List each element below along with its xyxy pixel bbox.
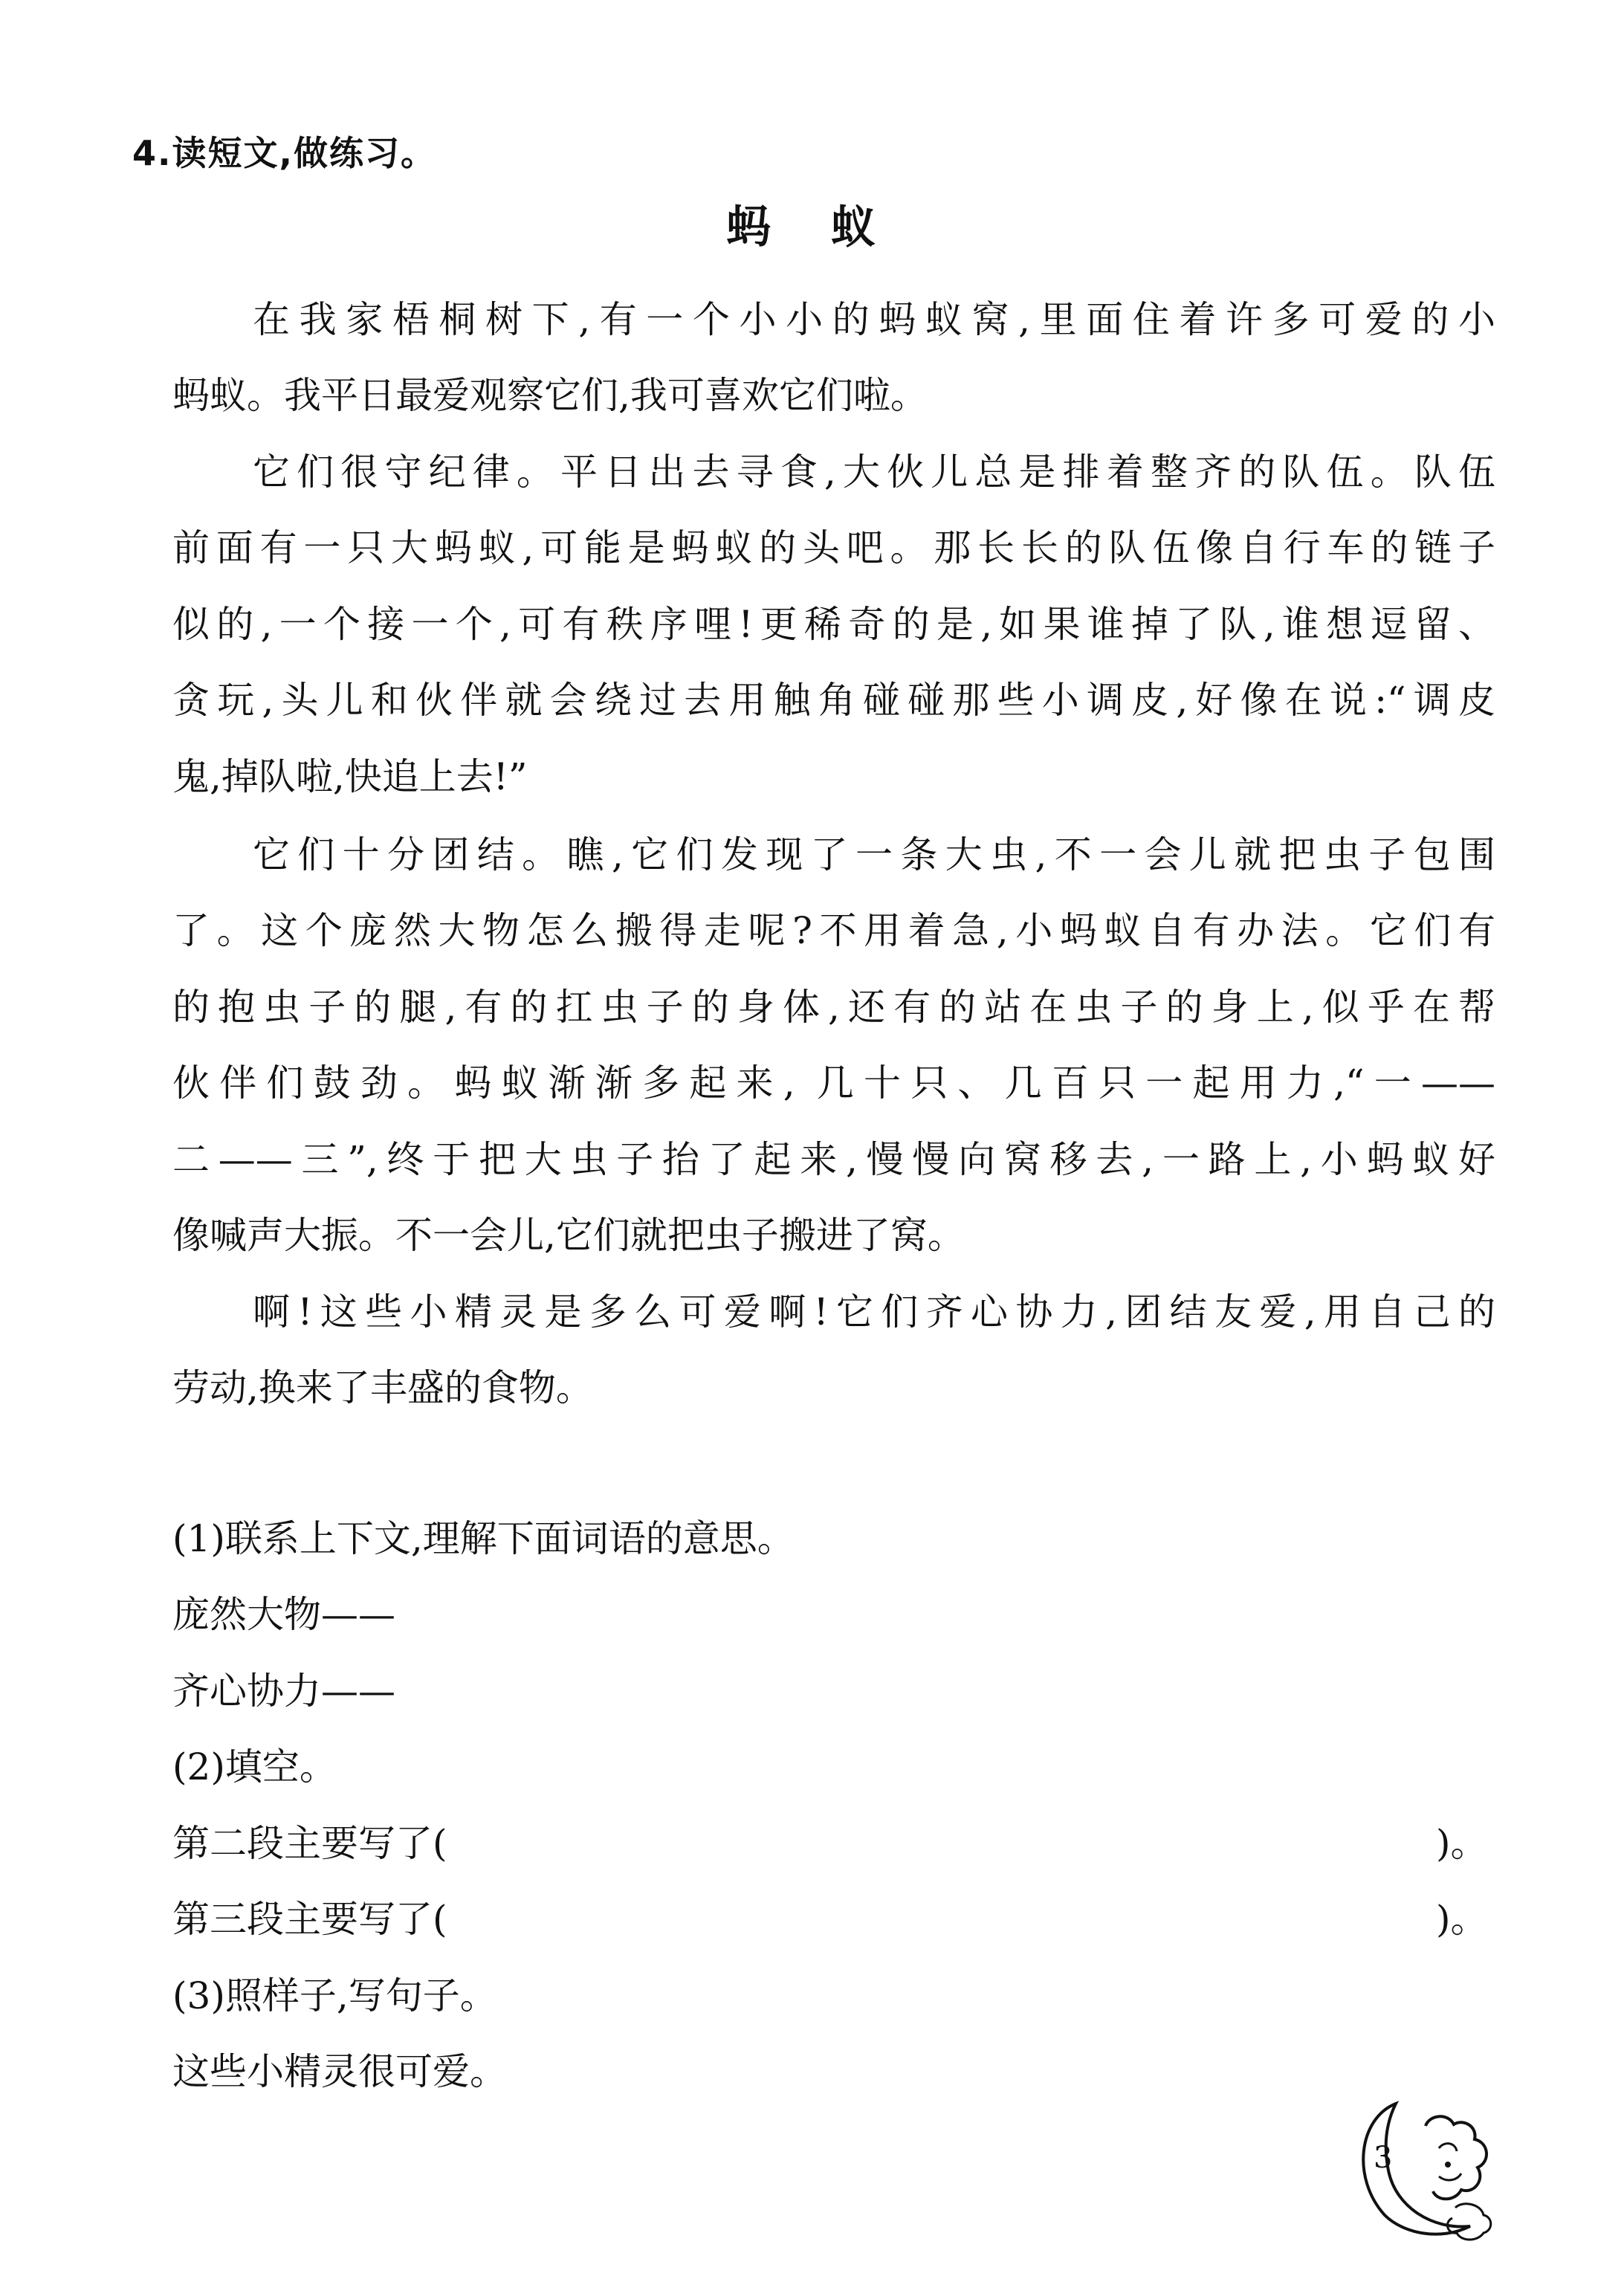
vocab-item: 庞然大物——	[172, 1593, 395, 1636]
fill-blank-close: )。	[1436, 1822, 1488, 1865]
text-line: 劳动,换来了丰盛的食物。	[172, 1366, 593, 1409]
text-line: 蚂蚁。我平日最爱观察它们,我可喜欢它们啦。	[172, 374, 928, 417]
text-line: 它们十分团结。瞧,它们发现了一条大虫,不一会儿就把虫子包围	[253, 833, 1495, 876]
text-line: 鬼,掉队啦,快追上去!”	[172, 755, 528, 798]
page-number: 3	[1374, 2141, 1393, 2175]
text-line: 像喊声大振。不一会儿,它们就把虫子搬进了窝。	[172, 1214, 965, 1257]
text-line: 了。这个庞然大物怎么搬得走呢?不用着急,小蚂蚁自有办法。它们有	[172, 909, 1495, 952]
exercise-heading: 4.读短文,做练习。	[132, 133, 436, 173]
vocab-item: 齐心协力——	[172, 1670, 395, 1713]
text-line: 似的,一个接一个,可有秩序哩!更稀奇的是,如果谁掉了队,谁想逗留、	[172, 603, 1495, 646]
text-line: 贪玩,头儿和伙伴就会绕过去用触角碰碰那些小调皮,好像在说:“调皮	[172, 679, 1495, 722]
article-title: 蚂 蚁	[726, 201, 898, 253]
question-prompt: (3)照样子,写句子。	[172, 1974, 497, 2017]
example-sentence: 这些小精灵很可爱。	[172, 2050, 507, 2093]
fill-blank-item: 第三段主要写了(	[172, 1898, 447, 1941]
text-line: 伙伴们鼓劲。蚂蚁渐渐多起来, 几十只、几百只一起用力,“一——	[172, 1061, 1495, 1105]
text-line: 前面有一只大蚂蚁,可能是蚂蚁的头吧。那长长的队伍像自行车的链子	[172, 526, 1495, 569]
crescent-moon-cloud-icon	[1344, 2096, 1500, 2245]
question-prompt: (1)联系上下文,理解下面词语的意思。	[172, 1517, 795, 1560]
text-line: 它们很守纪律。平日出去寻食,大伙儿总是排着整齐的队伍。队伍	[253, 450, 1495, 494]
fill-blank-close: )。	[1436, 1898, 1488, 1941]
text-line: 二——三”,终于把大虫子抬了起来,慢慢向窝移去,一路上,小蚂蚁好	[172, 1138, 1495, 1181]
question-prompt: (2)填空。	[172, 1745, 337, 1788]
text-line: 的抱虫子的腿,有的扛虫子的身体,还有的站在虫子的身上,似乎在帮	[172, 986, 1495, 1029]
fill-blank-item: 第二段主要写了(	[172, 1822, 447, 1865]
text-line: 啊!这些小精灵是多么可爱啊!它们齐心协力,团结友爱,用自己的	[253, 1290, 1495, 1334]
text-line: 在我家梧桐树下,有一个小小的蚂蚁窝,里面住着许多可爱的小	[253, 298, 1495, 341]
